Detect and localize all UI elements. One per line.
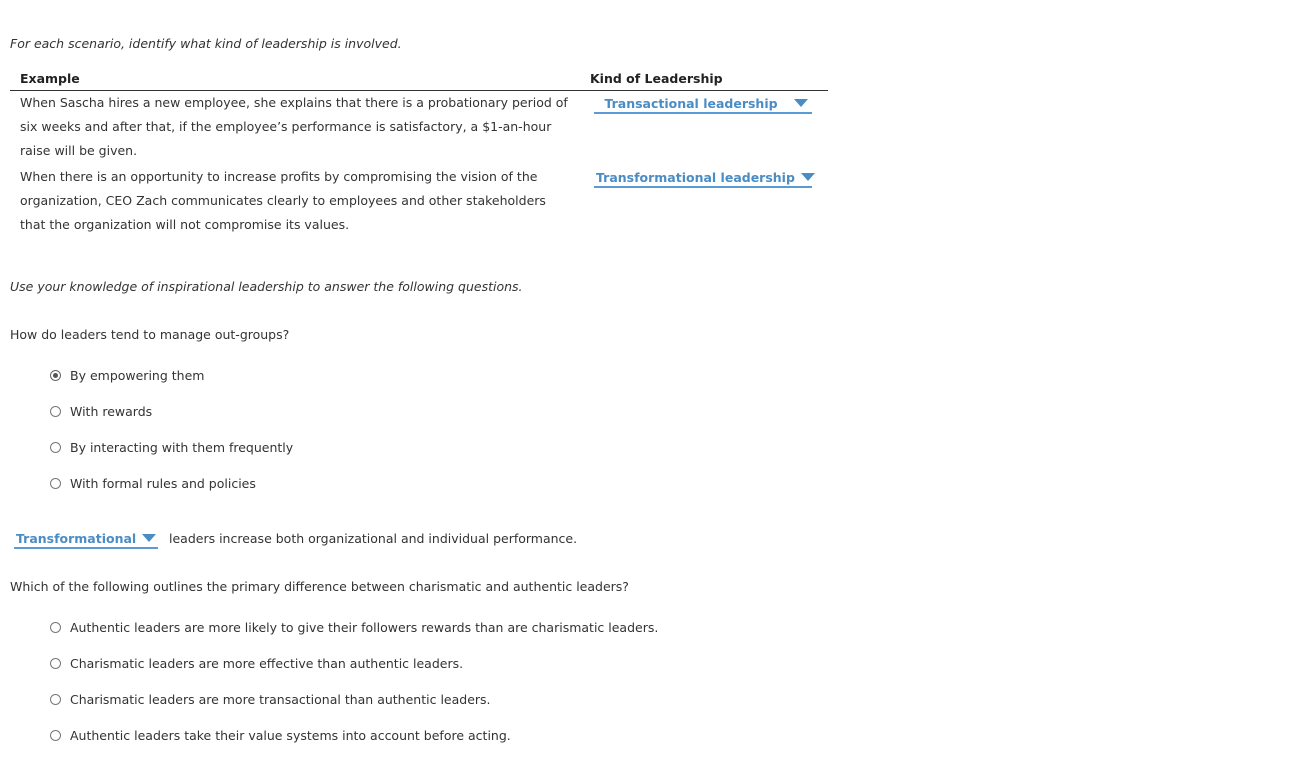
radio-button[interactable]: [50, 478, 61, 489]
column-header-example: Example: [20, 71, 80, 86]
inspirational-instruction: Use your knowledge of inspirational leadership to answer the following questions.: [10, 279, 523, 294]
option-formal-rules[interactable]: [50, 476, 256, 491]
option-label: With rewards: [70, 404, 153, 419]
column-header-kind: Kind of Leadership: [590, 71, 723, 86]
option-label: With formal rules and policies: [70, 476, 256, 491]
radio-button[interactable]: [50, 730, 61, 741]
question-charismatic-vs-authentic: Which of the following outlines the primary difference between charismatic and authentic leaders?: [10, 579, 629, 594]
option-rewards[interactable]: [50, 404, 152, 419]
scenario-instruction: For each scenario, identify what kind of leadership is involved.: [10, 36, 402, 51]
option-authentic-rewards[interactable]: [50, 620, 658, 635]
kind-dropdown-1-value: Transactional leadership: [604, 95, 778, 111]
option-charismatic-effective[interactable]: [50, 656, 463, 671]
radio-button-checked[interactable]: [50, 370, 61, 381]
radio-button[interactable]: [50, 658, 61, 669]
question-out-groups: How do leaders tend to manage out-groups?: [10, 327, 290, 342]
option-authentic-values[interactable]: [50, 728, 511, 743]
option-label: Charismatic leaders are more effective than authentic leaders.: [70, 656, 464, 671]
leader-type-dropdown-value: Transformational: [16, 530, 137, 546]
option-empowering[interactable]: [50, 368, 204, 383]
chevron-down-icon: [794, 99, 808, 107]
radio-button[interactable]: [50, 442, 61, 453]
option-charismatic-transactional[interactable]: [50, 692, 491, 707]
radio-button[interactable]: [50, 406, 61, 417]
option-label: Authentic leaders take their value systems into account before acting.: [70, 728, 511, 743]
kind-dropdown-2-value: Transformational leadership: [596, 169, 795, 185]
option-label: By interacting with them frequently: [70, 440, 294, 455]
table-row-example-1: When Sascha hires a new employee, she explains that there is a probationary period of six weeks and after that, if the employee’s performance is satisfactory, a $1-an-hour raise will be given.: [20, 95, 568, 158]
chevron-down-icon: [142, 534, 156, 542]
radio-button[interactable]: [50, 622, 61, 633]
table-row-example-2: When there is an opportunity to increase profits by compromising the vision of the organization, CEO Zach communicates clearly to employees and other stakeholders that the organization will not compromise its values.: [20, 169, 546, 232]
option-label: Charismatic leaders are more transactional than authentic leaders.: [70, 692, 491, 707]
radio-button[interactable]: [50, 694, 61, 705]
kind-dropdown-1[interactable]: [594, 94, 812, 114]
option-label: Authentic leaders are more likely to give their followers rewards than are charismatic leaders.: [70, 620, 659, 635]
option-label: By empowering them: [70, 368, 205, 383]
leader-type-dropdown[interactable]: [14, 529, 158, 549]
chevron-down-icon: [801, 173, 815, 181]
option-interacting[interactable]: [50, 440, 293, 455]
kind-dropdown-2[interactable]: [594, 168, 812, 188]
fill-in-sentence: leaders increase both organizational and individual performance.: [169, 531, 578, 546]
